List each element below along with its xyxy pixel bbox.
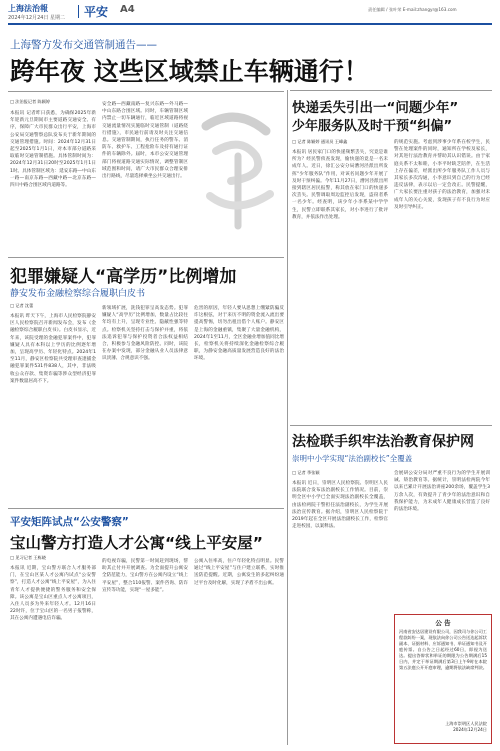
article3-byline: □ 记者 沈蕾 — [10, 303, 34, 308]
article1-headline: 跨年夜 这些区域禁止车辆通行！ — [10, 57, 369, 86]
article2-rule-top — [290, 90, 492, 91]
article1-body-left: 本报讯 记者昨日获悉，为确保2025年新年迎新元旦期间市主要道路交通安全、有序，保障广大市民群众出行平安，上海市公安局交通警察总队发布关于新年期间的交通管理措施。时间：2024年12月31日起至2025年1月1日，对本市部分道路采取临时交通管制措施。具体管制时间为：2024年12月31日20时至2025年1月1日1时。具体管制区域为：延安东路—中山东一路—南京东路—西藏中路—北京东路—四川中路合围区域内道路等。 — [10, 111, 96, 189]
article5-body-col2: 会展研公安分局对严重不良行为的学生开展训诫、矫治教育等。据统计，崇明法检两院今年以来已累计开展法治讲座200余场，覆盖学生3万余人次，有效提升了青少年的法治意识和自我保护能力，为未成年人健康成长营造了良好的法治环境。 — [394, 471, 490, 513]
article4-body-col2: 的电视诈骗，民警第一时间赶到现场，帮助其止付并开展调查。为全面提升公寓安全防范能力，宝山警方在公寓内设立“线上平安屋”，整合110报警、案件咨询、防诈宣传等功能，实现“一屋多能”。 — [102, 559, 188, 593]
editor-line: 责任编辑 / 张叶荣 E-mail:zhangyr@163.com — [368, 7, 457, 12]
article2-headline: 快递丢失引出一“问题少年” — [292, 100, 459, 116]
article4-byline: □ 见习记者 王栋晓 — [10, 555, 46, 560]
article3-body-col3: 危害的原因，年轻人要从思想上绷紧防骗反诈这根弦，对于来历不明的资金流入流出要提高警惕，切勿出租出借个人账户。静安区是上海的金融重镇，集聚了大量金融机构，2024年1至11月，全区金融业增加值同比增长，检察机关将持续深化金融检察综合履职，为静安金融高质量发展营造良好的法治环境。 — [194, 306, 284, 362]
section-title: 平安 — [84, 5, 109, 19]
decorative-calligraphy-graphic — [196, 96, 280, 246]
article3-subheadline: 静安发布金融检察综合履职白皮书 — [10, 289, 146, 299]
page-number: A4 — [120, 4, 135, 15]
article4-headline2: 宝山警方打造人才公寓“线上平安屋” — [10, 534, 263, 552]
article3-headline: 犯罪嫌疑人“高学历”比例增加 — [10, 267, 237, 287]
column-divider — [287, 90, 288, 745]
article5-headline: 法检联手织牢法治教育保护网 — [292, 434, 474, 450]
notice-title: 公 告 — [435, 619, 451, 627]
article2-body-col2: 的规范实施。考虑到涉事少年系在校学生，民警在处理案件的同时，通知所在学校及家长，对其进行法治教育并帮助其认识错误。由于家庭关系不太和睦，小李平时缺乏陪伴，在生活上存在偏差，经派出所少年服务队工作人员与其家长多次沟通，小李意识到自己的行为已经违反法律，表示以后一定会改正。民警提醒，广大家长要注重对孩子的法治教育，加强对未成年人的关心关爱，发现孩子有不良行为时应及时引导纠正。 — [394, 140, 490, 210]
masthead-logo: 上海法治報 — [8, 4, 48, 13]
article5-byline: □ 记者 季张颖 — [292, 470, 320, 475]
masthead-rule — [8, 23, 492, 25]
section-divider — [78, 5, 79, 18]
article5-subheadline: 崇明中小学实现“法治副校长”全覆盖 — [292, 454, 413, 463]
legal-notice — [394, 614, 492, 744]
article2-body-col1: 本报讯 居民家门口的快递频繁丢失，究竟是谁所为？经民警侦查发现，偷快递的竟是一名未成年人。近日，徐汇公安分局漕河泾派出所发挥“少年服务队”作用，对该名问题少年开展了及时干预纠偏。今年11月27日，漕河泾派出所接到辖区居民报警，称其放在家门口的快递多次丢失。民警调取周边监控后发现，盗窃者系一名少年。经查明，该少年小李系某中学学生，民警立即联系其家长，对小李进行了批评教育，并依法作出处理。 — [292, 150, 388, 220]
notice-court: 上海市崇明区人民法院 — [445, 721, 487, 726]
article5-body-col1: 本报讯 近日，崇明区人民检察院、崇明区人民法院联合发布法治副校长工作情况。目前，崇明全区中小学已全面实现法治副校长全覆盖，由法检两院干警担任法治副校长，为学生开展法治宣传教育。据介绍，崇明区人民检察院于2019年起在全区开展法治副校长工作，检察官走进校园，以案释法。 — [292, 481, 388, 530]
notice-date: 2024年12月24日 — [453, 727, 487, 732]
article4-body-col1: 本报讯 近期，宝山警方联合人才服务部门，在宝山区某人才公寓内试点“公安警察”，打造人才公寓“线上平安屋”，为入住青年人才提供便捷的警务服务和安全保障。该公寓是宝山区重点人才公寓项目，入住人员多为外来年轻人才。12月16日22时许，位于宝山区的一名男子报警称，其在公寓内遭遇电信诈骗。 — [10, 566, 96, 622]
article5-rule-top — [290, 425, 492, 426]
article4-rule-top — [8, 508, 284, 509]
masthead-date: 2024年12月24日 星期二 — [8, 15, 66, 21]
notice-body: 河南省安达居建设有限公司，因我司与你公司工程款纠纷一案，现依法向你公司公告送达起诉状副本、证据材料、应诉通知书、举证通知书及开庭传票。自公告之日起经过60日，即视为送达。提出答辩状和举证的期限为公告期满后15日内，并定于举证期满后第3日上午9时在本院第五法庭公开开庭审理，逾期将依法缺席判决。 — [399, 629, 487, 670]
article1-kicker: 上海警方发布交通管制通告—— — [10, 39, 157, 51]
article4-headline: 平安矩阵试点“公安警察” — [10, 516, 129, 528]
article3-body-col1: 本报讯 昨天下午，上海市人民检察院静安区人民检察院召开新闻发布会，发布《金融检察综合履职白皮书》。白皮书显示，近年来，该院受理的金融犯罪案件中，犯罪嫌疑人具有本科以上学历的比例逐年增加，呈现高学历、年轻化特点。2024年1至11月，静安区检察院共受理审查逮捕金融犯罪案件531件838人，其中，非法吸收公众存款、集资诈骗等涉众型经济犯罪案件数量居高不下。 — [10, 314, 96, 384]
article1-body-right: 安全路—西藏南路—复兴东路—外马路—中山东路合围区域。同时，车辆管制区域内禁止一切车辆通行，临近区域道路将视交通流量情况实施临时交通管制（道路绕行措施），市民通行前请及时关注交通信息。交通管制期间，执行任务的警车、消防车、救护车、工程抢险车及持有通行证件的车辆除外。届时，本市公安交通管理部门将视道路交通实际情况，调整管制区域范围和时间，请广大市民群众合理安排出行路线，尽量选择乘坐公共交通出行。 — [102, 102, 188, 180]
article3-body-col2: 新领域扩展，洗钱犯罪呈高发态势。犯罪嫌疑人“高学历”比例增加，数量占比较往年均有上升，呈现专业性、隐蔽性强等特点。检察机关坚持打击与保护并重，将依法追诉犯罪与保护投资者合法权益相结合，积极参与金融风险防控。同时，该院在办案中发现，部分金融从业人员法律意识淡薄、合规意识不强。 — [102, 306, 188, 362]
article2-subheadline: 少年服务队及时干预“纠偏” — [292, 119, 453, 134]
article2-byline: □ 记者 陈颖婷 通讯员 王峰鑫 — [292, 139, 348, 144]
article1-rule — [8, 91, 284, 92]
article4-body-col3: 公寓入住率高，住户年轻化特点明显。民警通过“线上平安屋”与住户建立联系，实时推送防范提醒。近期，公寓发生的多起纠纷通过平台及时化解，实现了矛盾不出公寓。 — [194, 559, 284, 586]
article3-rule-top — [8, 257, 284, 258]
article1-byline: □ 法治报记者 陈颖婷 — [10, 99, 51, 104]
